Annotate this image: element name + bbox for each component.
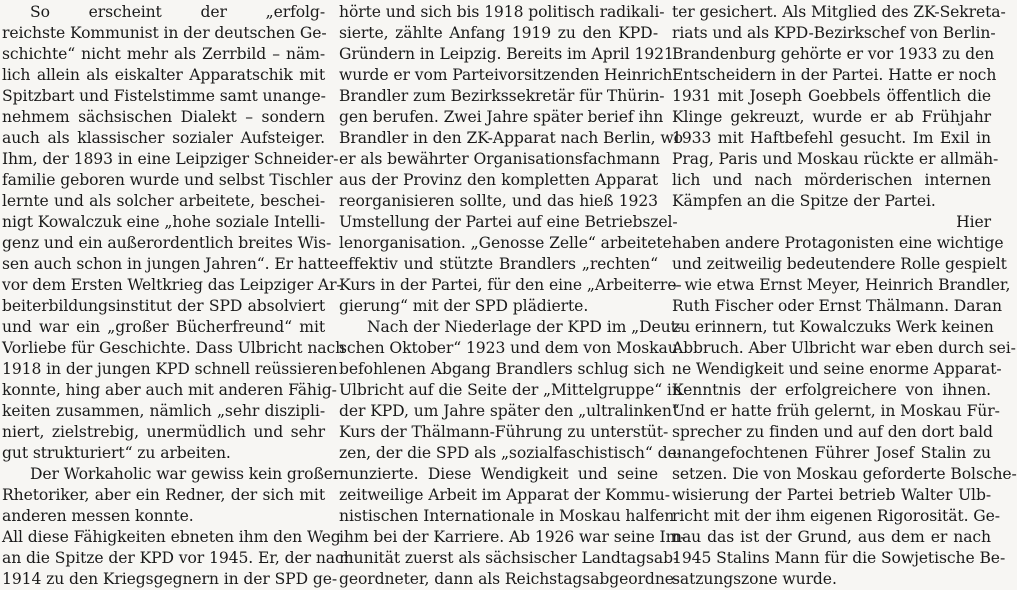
text-line: Entscheidern in der Partei. Hatte er noch xyxy=(672,66,997,84)
text-line: Kenntnis der erfolgreichere von ihnen. xyxy=(672,381,991,399)
text-line: sprecher zu finden und auf den dort bald xyxy=(672,423,993,441)
text-line: zu erinnern, tut Kowalczuks Werk keinen xyxy=(672,318,994,336)
text-line: Hier xyxy=(956,213,991,231)
text-line: nigt Kowalczuk eine „hohe soziale Intelli- xyxy=(2,213,325,231)
text-line: ne Wendigkeit und seine enorme Apparat- xyxy=(672,360,1002,378)
text-line: Brandenburg gehörte er vor 1933 zu den xyxy=(672,45,995,63)
text-line: Spitzbart und Fistelstimme samt unange- xyxy=(2,87,326,105)
text-line: Kämpfen an die Spitze der Partei. xyxy=(672,192,936,210)
text-line: reichste Kommunist in der deutschen Ge- xyxy=(2,24,327,42)
text-line: riats und als KPD-Bezirkschef von Berlin- xyxy=(672,24,996,42)
text-line: Abbruch. Aber Ulbricht war eben durch sei- xyxy=(672,339,1016,357)
text-line: nistischen Internationale in Moskau halfen xyxy=(339,507,675,525)
text-line: er als bewährter Organisationsfachmann xyxy=(339,150,660,168)
text-line: 1931 mit Joseph Goebbels öffentlich die xyxy=(672,87,991,105)
text-line: So erscheint der „erfolg- xyxy=(30,3,325,21)
text-line: satzungszone wurde. xyxy=(672,570,837,588)
text-line: munität zuerst als sächsischer Landtagsab- xyxy=(339,549,679,567)
text-line: Der Workaholic war gewiss kein großer xyxy=(30,465,341,483)
text-line: nunzierte. Diese Wendigkeit und seine xyxy=(339,465,658,483)
text-line: Gründern in Leipzig. Bereits im April 1921 xyxy=(339,45,674,63)
text-line: haben andere Protagonisten eine wichtige xyxy=(672,234,1004,252)
text-line: Ruth Fischer oder Ernst Thälmann. Daran xyxy=(672,297,1002,315)
text-line: reorganisieren sollte, und das hieß 1923 xyxy=(339,192,658,210)
text-line: an die Spitze der KPD vor 1945. Er, der nach xyxy=(2,549,354,567)
text-line: geordneter, dann als Reichstagsabgeordne- xyxy=(339,570,680,588)
text-line: 1918 in der jungen KPD schnell reüssieren xyxy=(2,360,338,378)
text-line: gierung“ mit der SPD plädierte. xyxy=(339,297,589,315)
text-line: befohlenen Abgang Brandlers schlug sich xyxy=(339,360,665,378)
text-line: niert, zielstrebig, unermüdlich und sehr xyxy=(2,423,325,441)
text-line: wisierung der Partei betrieb Walter Ulb- xyxy=(672,486,991,504)
text-line: gut strukturiert“ zu arbeiten. xyxy=(2,444,231,462)
text-line: keiten zusammen, nämlich „sehr diszipli- xyxy=(2,402,325,420)
text-line: lernte und als solcher arbeitete, beschei- xyxy=(2,192,325,210)
text-line: Ulbricht auf die Seite der „Mittelgruppe“ in xyxy=(339,381,682,399)
text-line: anderen messen konnte. xyxy=(2,507,194,525)
text-line: hörte und sich bis 1918 politisch radikali- xyxy=(339,3,665,21)
text-line: schichte“ nicht mehr als Zerrbild – näm- xyxy=(2,45,325,63)
text-line: Umstellung der Partei auf eine Betriebszel- xyxy=(339,213,678,231)
text-line: 1933 mit Haftbefehl gesucht. Im Exil in xyxy=(672,129,991,147)
text-line: der KPD, um Jahre später den „ultralinken“ xyxy=(339,402,680,420)
text-line: und war ein „großer Bücherfreund“ mit xyxy=(2,318,325,336)
text-line: Brandler zum Bezirkssekretär für Thürin- xyxy=(339,87,665,105)
text-line: sen auch schon in jungen Jahren“. Er hatte xyxy=(2,255,339,273)
text-line: zen, der die SPD als „sozialfaschistisch“ de- xyxy=(339,444,682,462)
text-line: und zeitweilig bedeutendere Rolle gespielt xyxy=(672,255,1007,273)
text-line: Nach der Niederlage der KPD im „Deut- xyxy=(367,318,682,336)
text-line: effektiv und stützte Brandlers „rechten“ xyxy=(339,255,658,273)
text-line: auch als klassischer sozialer Aufsteiger. xyxy=(2,129,325,147)
text-line: Und er hatte früh gelernt, in Moskau Für- xyxy=(672,402,1000,420)
text-column-1 xyxy=(0,0,354,588)
text-line: Klinge gekreuzt, wurde er ab Frühjahr xyxy=(672,108,991,126)
text-line: wurde er vom Parteivorsitzenden Heinrich xyxy=(339,66,673,84)
text-line: lich allein als eiskalter Apparatschik mit xyxy=(2,66,325,84)
text-line: Brandler in den ZK-Apparat nach Berlin, wo xyxy=(339,129,683,147)
text-line: Kurs in der Partei, für den eine „Arbeiterre- xyxy=(339,276,682,294)
text-line: Rhetoriker, aber ein Redner, der sich mit xyxy=(2,486,325,504)
text-line: schen Oktober“ 1923 und dem von Moskau xyxy=(339,339,678,357)
text-line: beiterbildungsinstitut der SPD absolviert xyxy=(2,297,325,315)
text-line: aus der Provinz den kompletten Apparat xyxy=(339,171,658,189)
text-line: All diese Fähigkeiten ebneten ihm den Weg xyxy=(2,528,341,546)
text-line: Prag, Paris und Moskau rückte er allmäh- xyxy=(672,150,999,168)
text-line: unangefochtenen Führer Josef Stalin zu xyxy=(672,444,991,462)
text-line: richt mit der ihm eigenen Rigorosität. Ge- xyxy=(672,507,1000,525)
text-line: setzen. Die von Moskau geforderte Bolsche- xyxy=(672,465,1017,483)
text-line: vor dem Ersten Weltkrieg das Leipziger Ar- xyxy=(2,276,342,294)
text-line: nehmem sächsischen Dialekt – sondern xyxy=(2,108,325,126)
text-line: gen berufen. Zwei Jahre später berief ihn xyxy=(339,108,664,126)
text-line: – wie etwa Ernst Meyer, Heinrich Brandler, xyxy=(672,276,1011,294)
text-line: genz und ein außerordentlich breites Wis- xyxy=(2,234,332,252)
text-line: ihm bei der Karriere. Ab 1926 war seine Im- xyxy=(339,528,686,546)
text-line: lich und nach mörderischen internen xyxy=(672,171,991,189)
text-line: Vorliebe für Geschichte. Dass Ulbricht nach xyxy=(2,339,346,357)
text-line: 1914 zu den Kriegsgegnern in der SPD ge- xyxy=(2,570,338,588)
text-line: familie geboren wurde und selbst Tischler xyxy=(2,171,333,189)
text-line: ter gesichert. Als Mitglied des ZK-Sekreta- xyxy=(672,3,1006,21)
text-line: nau das ist der Grund, aus dem er nach xyxy=(672,528,991,546)
text-line: Ihm, der 1893 in eine Leipziger Schneider- xyxy=(2,150,339,168)
text-line: zeitweilige Arbeit im Apparat der Kommu- xyxy=(339,486,670,504)
text-column-2 xyxy=(333,0,686,588)
text-line: Kurs der Thälmann-Führung zu unterstüt- xyxy=(339,423,669,441)
text-line: konnte, hing aber auch mit anderen Fähig- xyxy=(2,381,337,399)
text-column-3 xyxy=(666,0,1017,588)
text-line: 1945 Stalins Mann für die Sowjetische Be- xyxy=(672,549,1006,567)
text-line: sierte, zählte Anfang 1919 zu den KPD- xyxy=(339,24,658,42)
text-line: lenorganisation. „Genosse Zelle“ arbeitete xyxy=(339,234,672,252)
